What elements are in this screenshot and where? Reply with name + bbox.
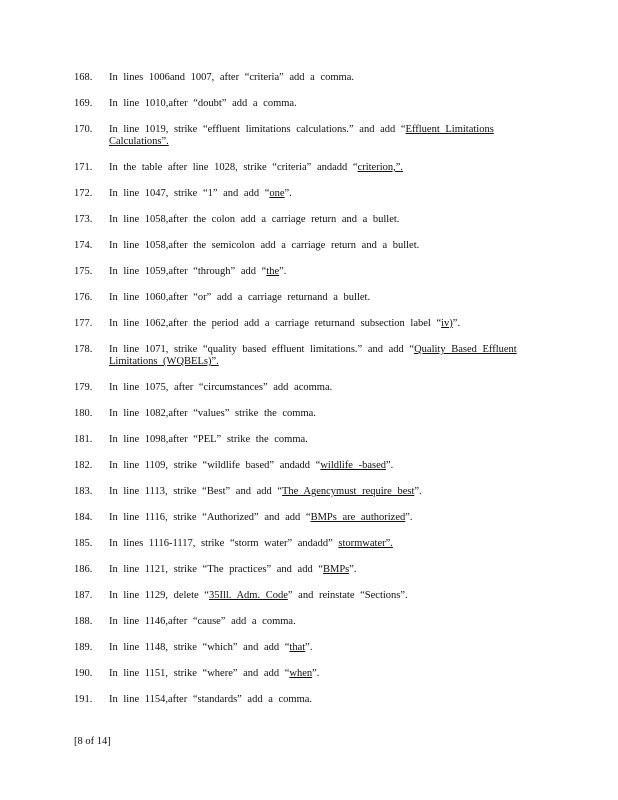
text-segment: In line 1082,after “values” strike the comma.	[109, 408, 316, 419]
item-number: 173.	[74, 214, 93, 225]
text-segment: In line 1109, strike “wildlife based” andadd “	[109, 460, 321, 471]
item-number: 183.	[74, 486, 93, 497]
item-text	[109, 72, 534, 84]
item-number: 169.	[74, 98, 93, 109]
item-number: 177.	[74, 318, 93, 329]
list-item	[74, 318, 534, 330]
page-number: [8 of 14]	[74, 736, 111, 747]
item-text	[109, 188, 534, 200]
text-segment: In line 1154,after “standards” add a comma.	[109, 694, 313, 705]
text-segment: In line 1148, strike “which” and add “	[109, 642, 290, 653]
item-text	[109, 642, 534, 654]
text-segment: In line 1116, strike “Authorized” and add “	[109, 512, 311, 523]
text-segment: In line 1010,after “doubt” add a comma.	[109, 98, 297, 109]
text-segment: In line 1146,after “cause” add a comma.	[109, 616, 296, 627]
text-segment: ”.	[452, 318, 461, 329]
item-number: 189.	[74, 642, 93, 653]
inserted-text: one	[269, 188, 285, 199]
item-text	[109, 408, 534, 420]
list-item	[74, 408, 534, 420]
item-text	[109, 694, 534, 706]
item-number: 171.	[74, 162, 93, 173]
item-text	[109, 124, 534, 148]
item-text	[109, 382, 534, 394]
text-segment: ”.	[349, 564, 357, 575]
item-number: 185.	[74, 538, 93, 549]
list-item	[74, 538, 534, 550]
item-text	[109, 590, 534, 602]
inserted-text: when	[289, 668, 313, 679]
amendment-list	[74, 72, 534, 720]
list-item	[74, 266, 534, 278]
item-number: 181.	[74, 434, 93, 445]
list-item	[74, 486, 534, 498]
text-segment: ” and reinstate “Sections”.	[287, 590, 408, 601]
item-number: 187.	[74, 590, 93, 601]
text-segment: In line 1121, strike “The practices” and add “	[109, 564, 323, 575]
text-segment: In line 1060,after “or” add a carriage returnand a bullet.	[109, 292, 371, 303]
inserted-text: BMPs	[323, 564, 350, 575]
item-number: 175.	[74, 266, 93, 277]
inserted-text: 35Ill. Adm. Code	[208, 590, 288, 601]
text-segment: In line 1062,after the period add a carriage returnand subsection label “	[109, 318, 442, 329]
inserted-text: criterion,”.	[357, 162, 404, 173]
inserted-text: stormwater”.	[338, 538, 393, 549]
list-item	[74, 460, 534, 472]
item-text	[109, 486, 534, 498]
item-text	[109, 616, 534, 628]
item-text	[109, 98, 534, 110]
text-segment: In line 1019, strike “effluent limitations calculations.” and add “	[109, 124, 406, 135]
item-text	[109, 564, 534, 576]
inserted-text: iv)	[441, 318, 453, 329]
inserted-text: The Agencymust require best	[282, 486, 415, 497]
item-text	[109, 538, 534, 550]
item-text	[109, 214, 534, 226]
text-segment: ”.	[279, 266, 287, 277]
text-segment: ”.	[414, 486, 422, 497]
list-item	[74, 642, 534, 654]
text-segment: In line 1129, delete “	[109, 590, 209, 601]
list-item	[74, 162, 534, 174]
item-number: 179.	[74, 382, 93, 393]
item-number: 172.	[74, 188, 93, 199]
list-item	[74, 694, 534, 706]
list-item	[74, 590, 534, 602]
text-segment: In line 1151, strike “where” and add “	[109, 668, 290, 679]
text-segment: In the table after line 1028, strike “criteria” andadd “	[109, 162, 358, 173]
text-segment: In line 1071, strike “quality based effluent limitations.” and add “	[109, 344, 415, 355]
item-number: 184.	[74, 512, 93, 523]
list-item	[74, 564, 534, 576]
inserted-text: that	[289, 642, 306, 653]
item-number: 190.	[74, 668, 93, 679]
item-text	[109, 318, 534, 330]
list-item	[74, 668, 534, 680]
text-segment: In line 1058,after the semicolon add a carriage return and a bullet.	[109, 240, 420, 251]
item-text	[109, 344, 534, 368]
list-item	[74, 382, 534, 394]
text-segment: In line 1075, after “circumstances” add acomma.	[109, 382, 333, 393]
list-item	[74, 72, 534, 84]
inserted-text: BMPs are authorized	[310, 512, 406, 523]
item-text	[109, 240, 534, 252]
item-number: 188.	[74, 616, 93, 627]
text-segment: ”.	[305, 642, 313, 653]
item-text	[109, 434, 534, 446]
item-number: 186.	[74, 564, 93, 575]
item-number: 176.	[74, 292, 93, 303]
text-segment: In lines 1116-1117, strike “storm water” andadd”	[109, 538, 339, 549]
text-segment: ”.	[284, 188, 292, 199]
inserted-text: wildlife -based	[320, 460, 386, 471]
item-text	[109, 512, 534, 524]
item-text	[109, 292, 534, 304]
list-item	[74, 512, 534, 524]
text-segment: In line 1059,after “through” add “	[109, 266, 267, 277]
list-item	[74, 124, 534, 148]
item-number: 168.	[74, 72, 93, 83]
text-segment: ”.	[312, 668, 320, 679]
list-item	[74, 240, 534, 252]
text-segment: In lines 1006and 1007, after “criteria” add a comma.	[109, 72, 354, 83]
text-segment: In line 1058,after the colon add a carriage return and a bullet.	[109, 214, 400, 225]
item-text	[109, 460, 534, 472]
text-segment: In line 1113, strike “Best” and add “	[109, 486, 283, 497]
list-item	[74, 98, 534, 110]
item-number: 191.	[74, 694, 93, 705]
list-item	[74, 188, 534, 200]
item-number: 174.	[74, 240, 93, 251]
list-item	[74, 344, 534, 368]
item-text	[109, 162, 534, 174]
inserted-text: Effluent Limitations Calculations”.	[109, 124, 494, 147]
list-item	[74, 214, 534, 226]
item-number: 180.	[74, 408, 93, 419]
item-number: 178.	[74, 344, 93, 355]
text-segment: ”.	[386, 460, 394, 471]
item-number: 182.	[74, 460, 93, 471]
list-item	[74, 616, 534, 628]
inserted-text: Quality Based Effluent Limitations (WQBELs)”.	[109, 344, 517, 367]
text-segment: In line 1047, strike “1” and add “	[109, 188, 270, 199]
item-text	[109, 668, 534, 680]
text-segment: In line 1098,after “PEL” strike the comma.	[109, 434, 308, 445]
list-item	[74, 292, 534, 304]
inserted-text: the	[266, 266, 280, 277]
list-item	[74, 434, 534, 446]
item-text	[109, 266, 534, 278]
item-number: 170.	[74, 124, 93, 135]
text-segment: ”.	[405, 512, 413, 523]
